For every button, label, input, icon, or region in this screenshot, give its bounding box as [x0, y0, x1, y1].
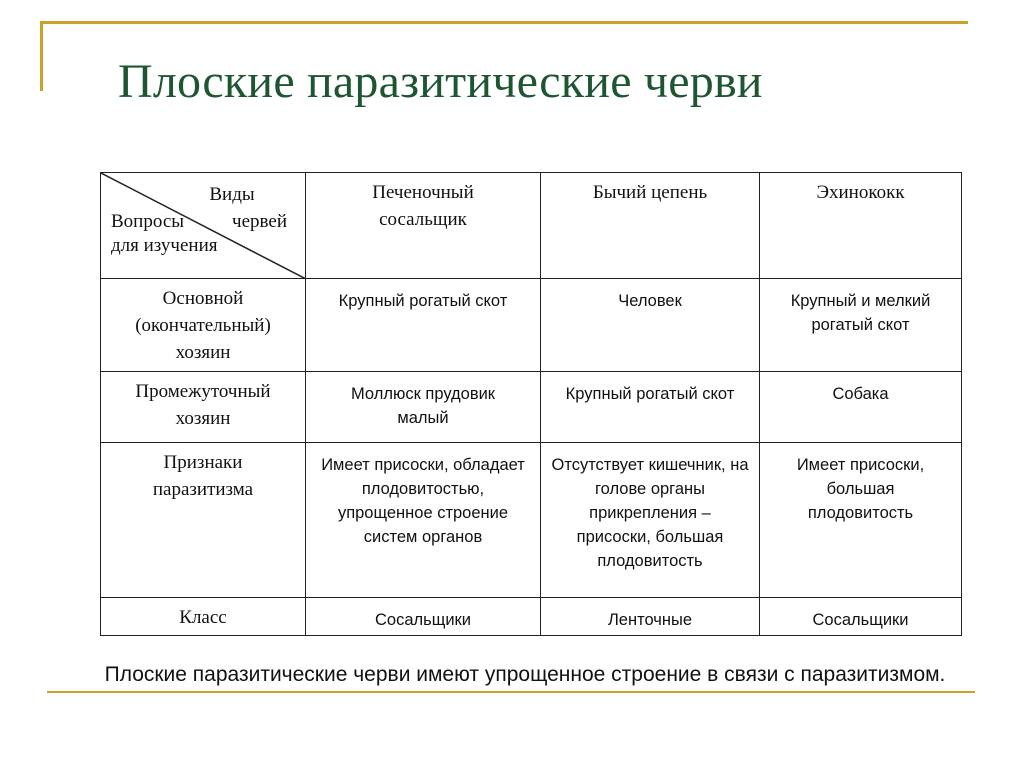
species-header: Бычий цепень	[541, 173, 760, 279]
table-cell: Ленточные	[541, 598, 760, 636]
table-row	[101, 279, 962, 372]
table-cell: Имеет присоски, большая плодовитость	[760, 443, 962, 598]
table-cell: Отсутствует кишечник, на голове органы прикрепления – присоски, большая плодовитость	[541, 443, 760, 598]
table-cell: Крупный рогатый скот	[541, 372, 760, 443]
table-cell: Сосальщики	[760, 598, 962, 636]
corner-worms-label: червей	[232, 211, 287, 232]
row-label: Основной (окончательный) хозяин	[101, 279, 306, 372]
bottom-accent-line	[47, 691, 975, 693]
comparison-table	[100, 172, 962, 636]
table-cell: Крупный и мелкий рогатый скот	[760, 279, 962, 372]
table-cell: Моллюск прудовик малый	[306, 372, 541, 443]
row-label: Промежуточный хозяин	[101, 372, 306, 443]
top-accent-line	[40, 21, 968, 24]
header-row	[101, 173, 962, 279]
row-label: Признаки паразитизма	[101, 443, 306, 598]
table-cell: Собака	[760, 372, 962, 443]
table-row	[101, 372, 962, 443]
species-header: Эхинококк	[760, 173, 962, 279]
corner-questions-label: Вопросы	[111, 211, 185, 232]
page-title: Плоские паразитические черви	[118, 55, 763, 108]
species-header: Печеночный сосальщик	[306, 173, 541, 279]
summary-text: Плоские паразитические черви имеют упрощенное строение в связи с паразитизмом.	[104, 663, 946, 686]
left-accent-line	[40, 21, 43, 91]
corner-study-label: для изучения	[111, 235, 218, 256]
table-cell: Человек	[541, 279, 760, 372]
table-cell: Крупный рогатый скот	[306, 279, 541, 372]
corner-species-label: Виды	[209, 184, 255, 205]
table-row	[101, 598, 962, 636]
row-label: Класс	[101, 598, 306, 636]
table-cell: Имеет присоски, обладает плодовитостью, упрощенное строение систем органов	[306, 443, 541, 598]
table-row	[101, 443, 962, 598]
corner-header-cell	[101, 173, 306, 279]
table-cell: Сосальщики	[306, 598, 541, 636]
